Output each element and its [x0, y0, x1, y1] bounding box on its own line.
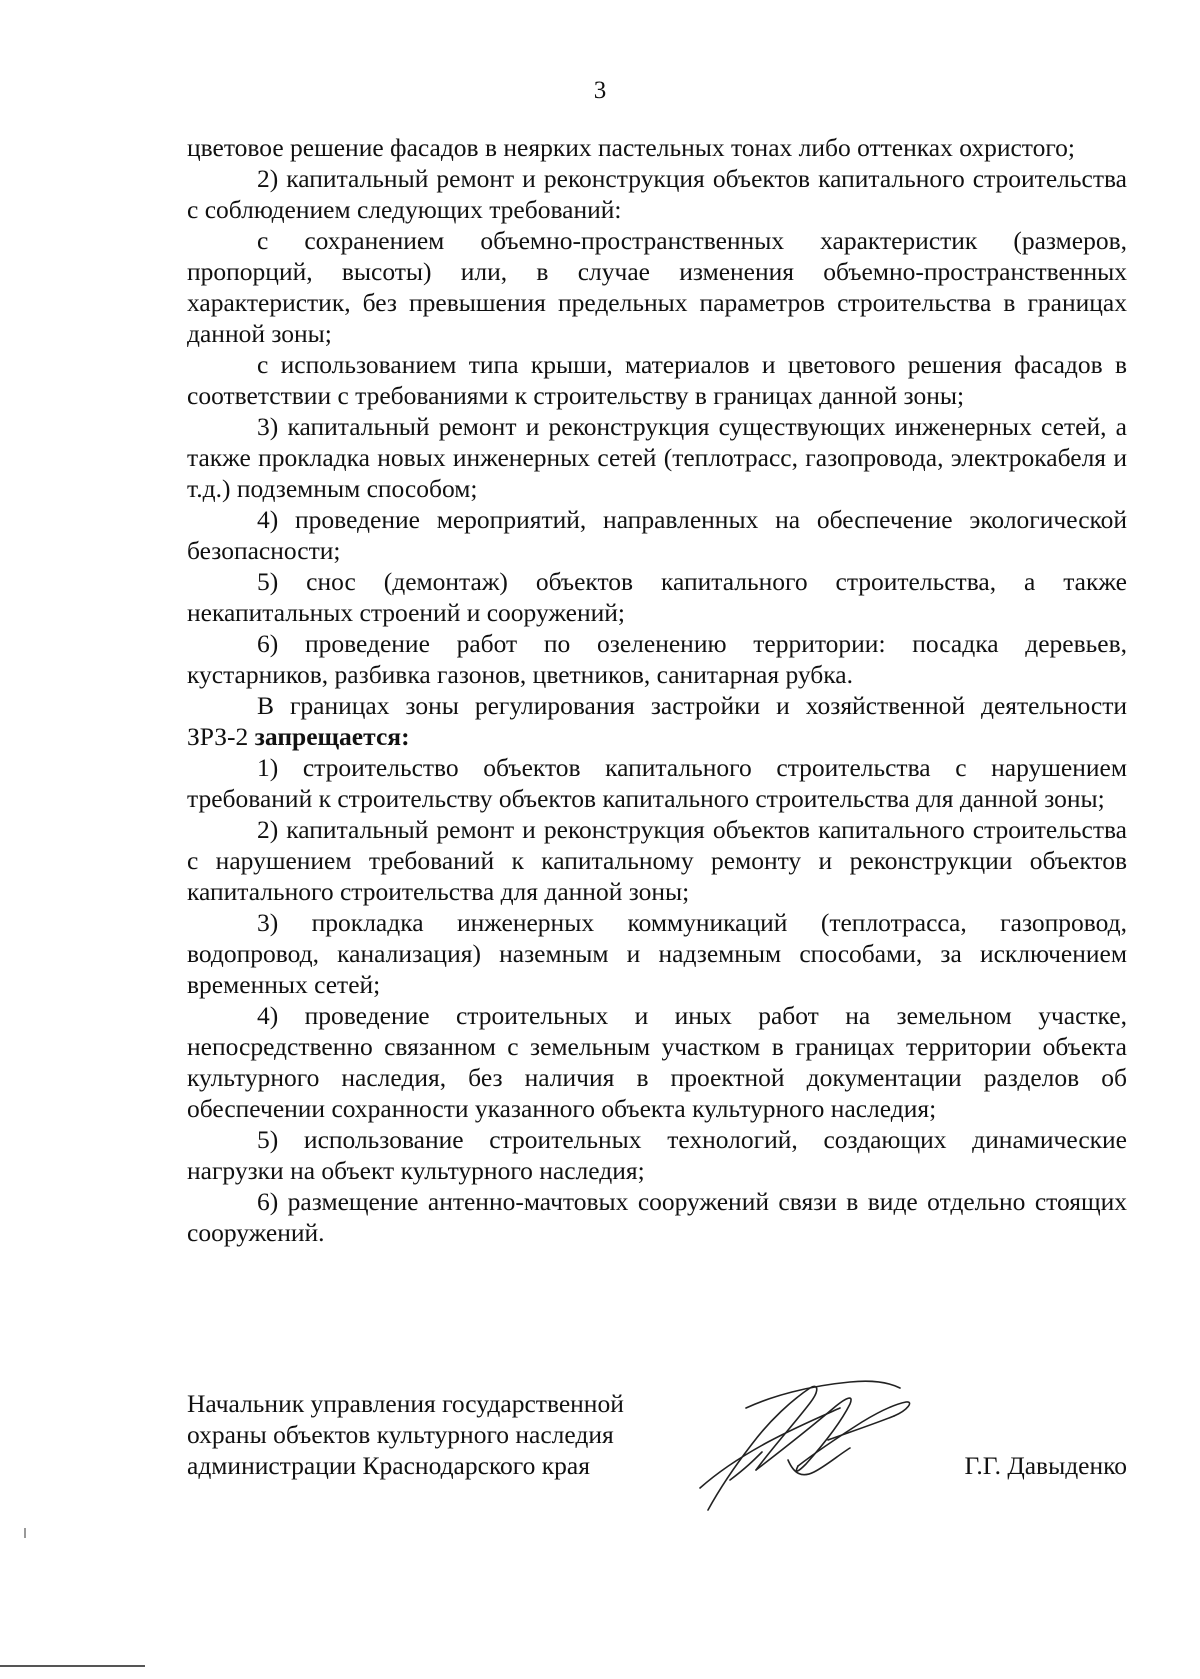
- paragraph: с использованием типа крыши, материалов и цветового решения фасадов в соответствии с требованиями к строительству в границах данной зоны;: [187, 350, 1127, 410]
- prohibited-keyword: запрещается:: [254, 722, 410, 751]
- paragraph-prohibited-intro: [187, 690, 1127, 752]
- page-number: 3: [593, 77, 607, 104]
- paragraph: 1) строительство объектов капитального строительства с нарушением требований к строительству объектов капитального строительства для данной зоны;: [187, 753, 1127, 813]
- paragraph: 3) прокладка инженерных коммуникаций (теплотрасса, газопровод, водопровод, канализация) наземным и надземным способами, за исключением временных сетей;: [187, 908, 1127, 999]
- paragraph: 6) проведение работ по озеленению территории: посадка деревьев, кустарников, разбивка газонов, цветников, санитарная рубка.: [187, 629, 1127, 689]
- paragraph: 3) капитальный ремонт и реконструкция существующих инженерных сетей, а также прокладка новых инженерных сетей (теплотрасс, газопровода, электрокабеля и т.д.) подземным способом;: [187, 412, 1127, 503]
- signatory-position: [187, 1388, 657, 1481]
- signatory-position-line: администрации Краснодарского края: [187, 1451, 590, 1480]
- handwritten-signature: [690, 1368, 920, 1518]
- paragraph: с сохранением объемно-пространственных характеристик (размеров, пропорций, высоты) или, в случае изменения объемно-пространственных характеристик, без превышения предельных параметров строительства в границах данной зоны;: [187, 226, 1127, 348]
- paragraph-text: В границах зоны регулирования застройки и хозяйственной деятельности ЗРЗ-2: [187, 691, 1127, 751]
- margin-mark: [24, 1528, 26, 1538]
- paragraph: 5) использование строительных технологий, создающих динамические нагрузки на объект культурного наследия;: [187, 1125, 1127, 1185]
- bottom-rule: [0, 1665, 145, 1667]
- document-body: [187, 132, 1127, 1248]
- paragraph: 6) размещение антенно-мачтовых сооружений связи в виде отдельно стоящих сооружений.: [187, 1187, 1127, 1247]
- paragraph: 4) проведение строительных и иных работ на земельном участке, непосредственно связанном с земельным участком в границах территории объекта культурного наследия, без наличия в проектной документации разделов об обеспечении сохранности указанного объекта культурного наследия;: [187, 1001, 1127, 1123]
- signatory-position-line: Начальник управления государственной: [187, 1389, 624, 1418]
- paragraph: 2) капитальный ремонт и реконструкция объектов капитального строительства с соблюдением следующих требований:: [187, 164, 1127, 224]
- paragraph: 2) капитальный ремонт и реконструкция объектов капитального строительства с нарушением требований к капитальному ремонту и реконструкции объектов капитального строительства для данной зоны;: [187, 815, 1127, 906]
- paragraph: 4) проведение мероприятий, направленных на обеспечение экологической безопасности;: [187, 505, 1127, 565]
- paragraph: цветовое решение фасадов в неярких пастельных тонах либо оттенках охристого;: [187, 133, 1076, 162]
- signatory-position-line: охраны объектов культурного наследия: [187, 1420, 614, 1449]
- signatory-name: Г.Г. Давыденко: [964, 1451, 1127, 1480]
- paragraph: 5) снос (демонтаж) объектов капитального строительства, а также некапитальных строений и сооружений;: [187, 567, 1127, 627]
